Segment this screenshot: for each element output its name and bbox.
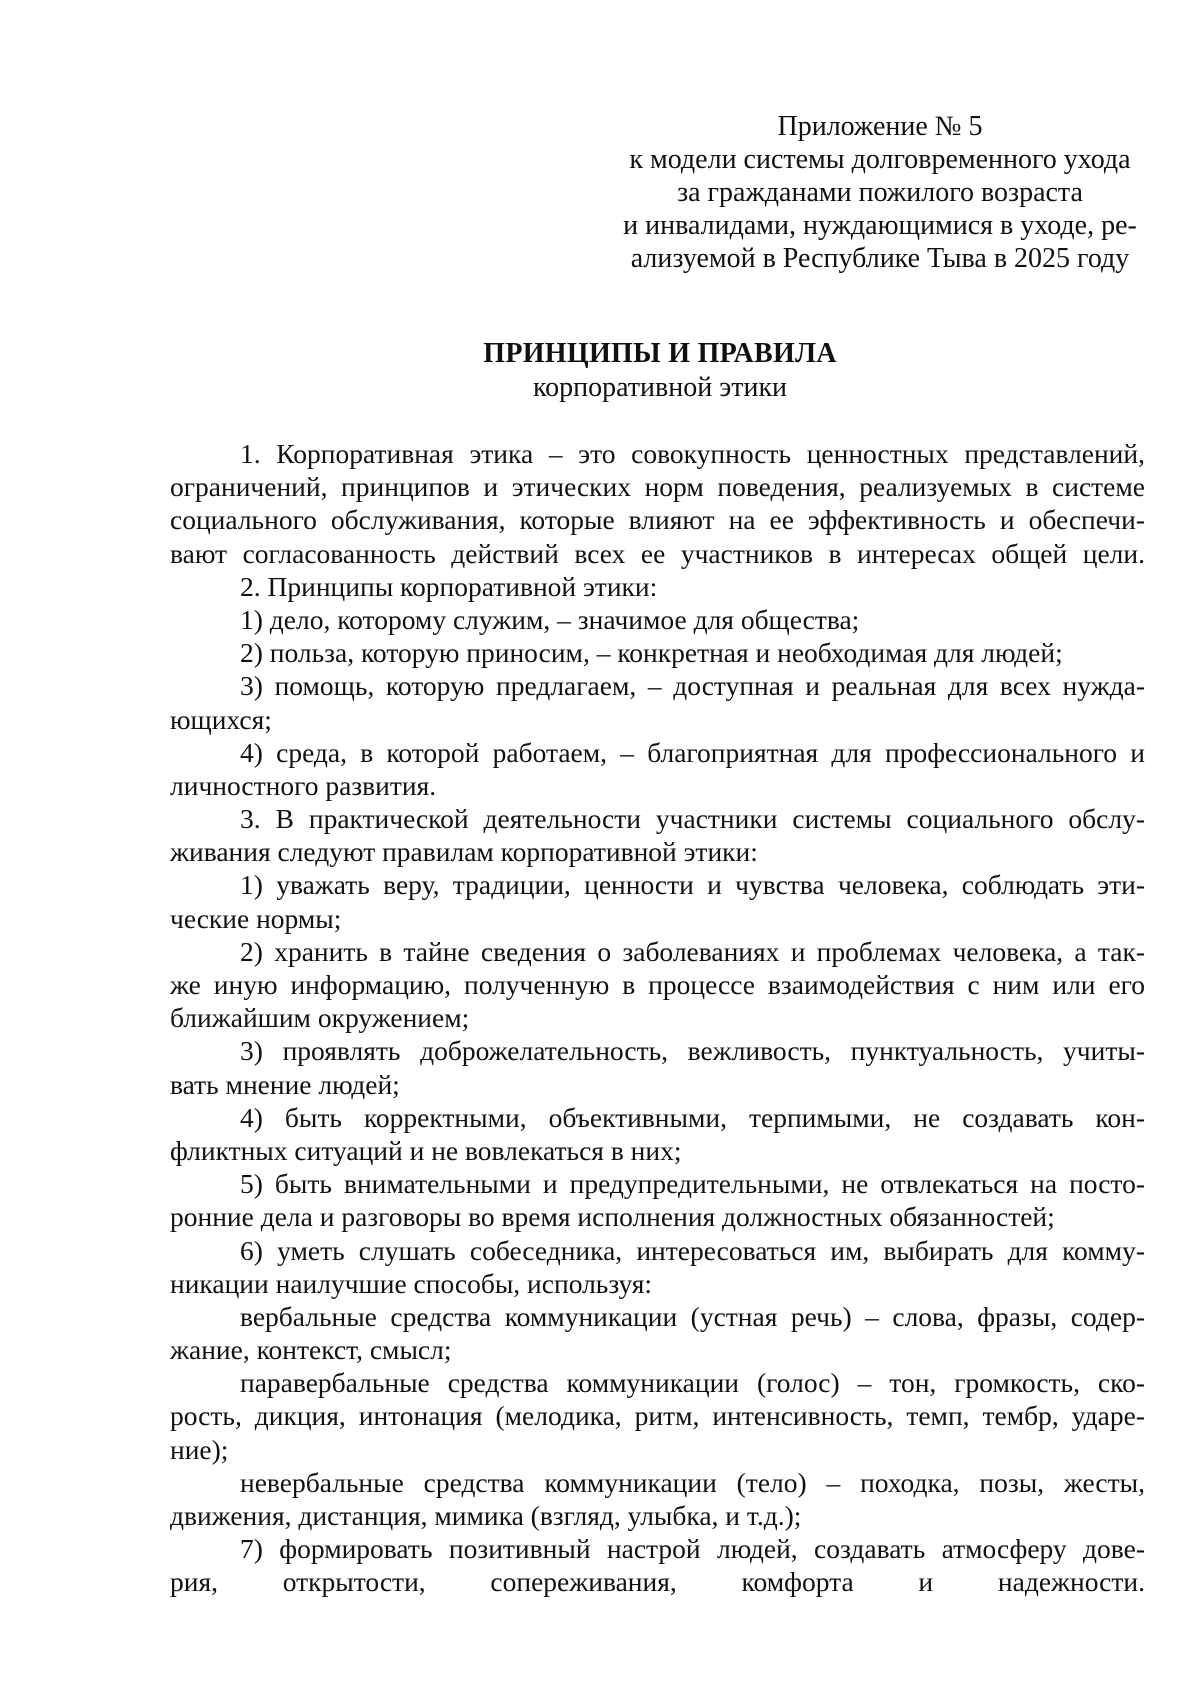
text-line: вербальные средства коммуникации (устная речь) – слова, фразы, содер-: [240, 1300, 1145, 1332]
text-line: невербальные средства коммуникации (тело) – походка, позы, жесты,: [240, 1466, 1145, 1498]
text-line: ющихся;: [170, 703, 272, 735]
text-line: 3) проявлять доброжелательность, вежливость, пунктуальность, учиты-: [240, 1035, 1145, 1067]
text-line: рость, дикция, интонация (мелодика, ритм, интенсивность, темп, тембр, ударе-: [170, 1400, 1145, 1432]
text-line: ние);: [170, 1433, 229, 1465]
text-line: ближайшим окружением;: [170, 1002, 470, 1034]
appendix-line: Приложение № 5: [777, 111, 983, 142]
text-line: ронние дела и разговоры во время исполнения должностных обязанностей;: [170, 1201, 1055, 1233]
text-line: же иную информацию, полученную в процессе взаимодействия с ним или его: [170, 969, 1145, 1000]
text-line: рия, открытости, сопереживания, комфорта и надежности.: [170, 1566, 1145, 1598]
appendix-line: и инвалидами, нуждающимися в уходе, ре-: [623, 210, 1137, 241]
text-line: живания следуют правилам корпоративной этики:: [170, 836, 758, 868]
text-line: 3. В практической деятельности участники системы социального обслу-: [240, 803, 1145, 835]
text-line: 2) польза, которую приносим, – конкретная и необходимая для людей;: [240, 637, 1063, 669]
appendix-line: за гражданами пожилого возраста: [677, 177, 1083, 208]
text-line: никации наилучшие способы, используя:: [170, 1267, 652, 1299]
document-subtitle: корпоративной этики: [532, 372, 788, 403]
text-line: жание, контекст, смысл;: [170, 1334, 452, 1366]
text-line: паравербальные средства коммуникации (голос) – тон, громкость, ско-: [240, 1367, 1145, 1399]
text-line: 7) формировать позитивный настрой людей, создавать атмосферу дове-: [240, 1533, 1145, 1565]
document-title: ПРИНЦИПЫ И ПРАВИЛА: [483, 338, 837, 369]
text-line: 4) быть корректными, объективными, терпимыми, не создавать кон-: [240, 1101, 1145, 1133]
text-line: 6) уметь слушать собеседника, интересоваться им, выбирать для комму-: [240, 1234, 1145, 1266]
appendix-line: к модели системы долговременного ухода: [629, 144, 1131, 175]
appendix-header: [600, 110, 1160, 275]
appendix-line: ализуемой в Республике Тыва в 2025 году: [630, 243, 1130, 274]
text-line: ческие нормы;: [170, 902, 342, 934]
text-line: 3) помощь, которую предлагаем, – доступная и реальная для всех нужда-: [240, 670, 1145, 702]
text-line: 5) быть внимательными и предупредительными, не отвлекаться на посто-: [240, 1168, 1145, 1200]
text-line: вают согласованность действий всех ее участников в интересах общей цели.: [170, 537, 1145, 569]
document-heading: [0, 337, 1200, 405]
text-line: 1) дело, которому служим, – значимое для общества;: [240, 603, 860, 635]
text-line: социального обслуживания, которые влияют на ее эффективность и обеспечи-: [170, 504, 1145, 536]
text-line: 1. Корпоративная этика – это совокупность ценностных представлений,: [240, 438, 1145, 469]
text-line: личностного развития.: [170, 769, 437, 801]
text-line: 2) хранить в тайне сведения о заболеваниях и проблемах человека, а так-: [240, 935, 1145, 967]
text-line: движения, дистанция, мимика (взгляд, улыбка, и т.д.);: [170, 1500, 802, 1531]
text-line: 2. Принципы корпоративной этики:: [240, 570, 658, 602]
text-line: 4) среда, в которой работаем, – благоприятная для профессионального и: [240, 736, 1145, 768]
text-line: 1) уважать веру, традиции, ценности и чувства человека, соблюдать эти-: [240, 869, 1145, 901]
text-line: фликтных ситуаций и не вовлекаться в них;: [170, 1134, 682, 1166]
text-line: вать мнение людей;: [170, 1068, 400, 1100]
document-body: [170, 437, 1145, 1599]
text-line: ограничений, принципов и этических норм поведения, реализуемых в системе: [170, 471, 1145, 503]
